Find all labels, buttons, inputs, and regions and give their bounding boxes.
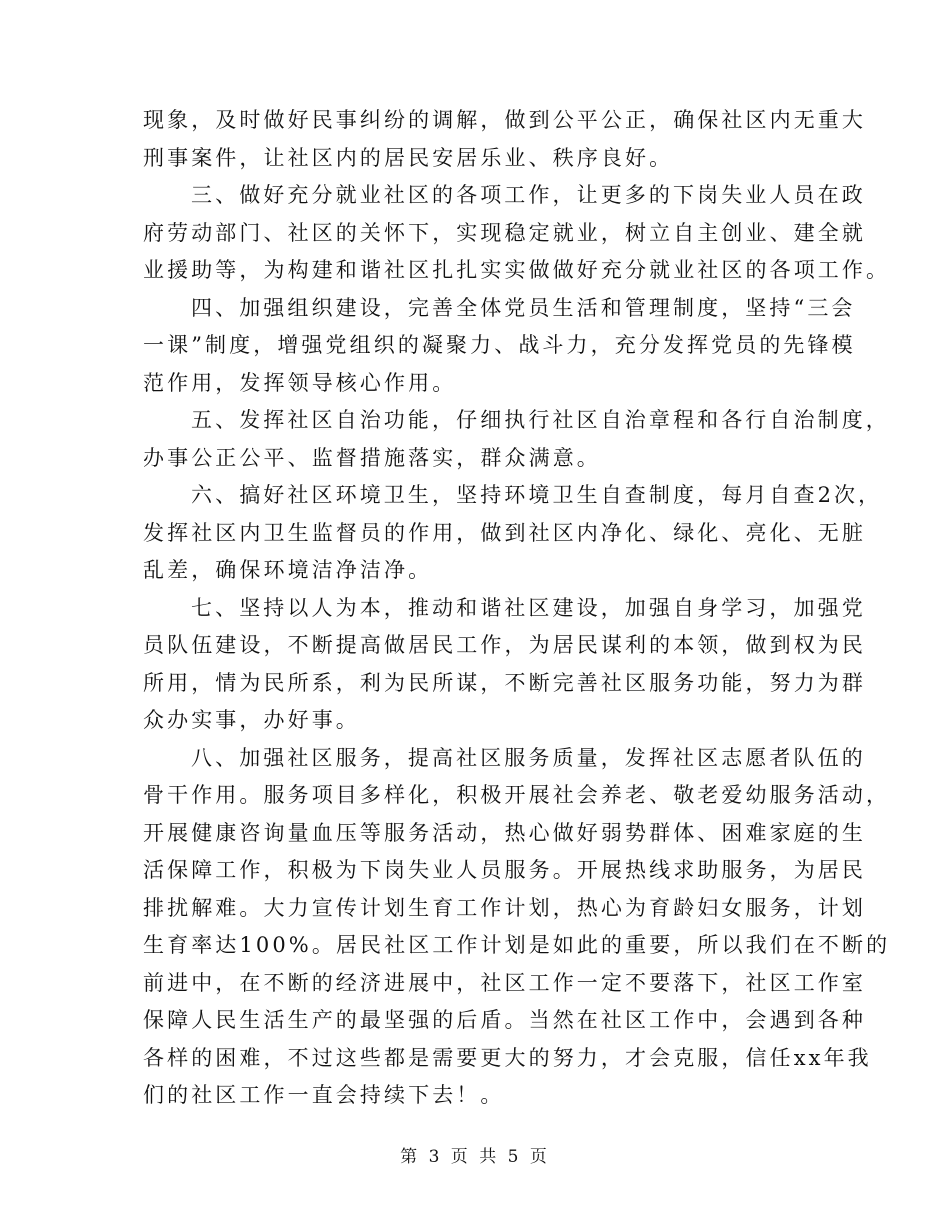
paragraph-start-line: 六、搞好社区环境卫生，坚持环境卫生自查制度，每月自查2次， — [191, 483, 883, 507]
paragraph-start-line: 五、发挥社区自治功能，仔细执行社区自治章程和各行自治制度， — [191, 408, 890, 432]
text-line: 府劳动部门、社区的关怀下，实现稳定就业，树立自主创业、建全就 — [143, 220, 866, 245]
text-line: 办事公正公平、监督措施落实，群众满意。 — [143, 445, 601, 470]
text-line: 前进中，在不断的经济进展中，社区工作一定不要落下，社区工作室 — [143, 970, 866, 995]
text-line: 保障人民生活生产的最坚强的后盾。当然在社区工作中，会遇到各种 — [143, 1008, 866, 1032]
text-line: 生育率达100%。居民社区工作计划是如此的重要，所以我们在不断的 — [143, 933, 891, 957]
text-line: 各样的困难，不过这些都是需要更大的努力，才会克服，信任xx年我 — [143, 1045, 872, 1070]
text-line: 刑事案件，让社区内的居民安居乐业、秩序良好。 — [143, 145, 674, 170]
text-line: 员队伍建设，不断提高做居民工作，为居民谋利的本领，做到权为民 — [143, 633, 866, 657]
text-line: 们的社区工作一直会持续下去！。 — [143, 1083, 505, 1107]
page-footer — [0, 1142, 950, 1167]
text-line: 业援助等，为构建和谐社区扎扎实实做做好充分就业社区的各项工作。 — [143, 258, 891, 282]
paragraph-start-line: 四、加强组织建设，完善全体党员生活和管理制度，坚持“三会 — [191, 295, 856, 320]
text-line: 众办实事，办好事。 — [143, 708, 360, 732]
paragraph-start-line: 三、做好充分就业社区的各项工作，让更多的下岗失业人员在政 — [191, 183, 866, 207]
text-line: 活保障工作，积极为下岗失业人员服务。开展热线求助服务，为居民 — [143, 858, 866, 882]
paragraph-start-line: 八、加强社区服务，提高社区服务质量，发挥社区志愿者队伍的 — [191, 745, 866, 770]
text-line: 一课”制度，增强党组织的凝聚力、战斗力，充分发挥党员的先锋模 — [143, 333, 856, 357]
page-number-label: 第 3 页 共 5 页 — [400, 1147, 550, 1167]
text-line: 现象，及时做好民事纠纷的调解，做到公平公正，确保社区内无重大 — [143, 108, 866, 132]
text-line: 乱差，确保环境洁净洁净。 — [143, 558, 433, 582]
text-line: 发挥社区内卫生监督员的作用，做到社区内净化、绿化、亮化、无脏 — [143, 520, 866, 545]
text-line: 所用，情为民所系，利为民所谋，不断完善社区服务功能，努力为群 — [143, 670, 866, 695]
paragraph-start-line: 七、坚持以人为本，推动和谐社区建设，加强自身学习，加强党 — [191, 595, 866, 620]
text-line: 排扰解难。大力宣传计划生育工作计划，热心为育龄妇女服务，计划 — [143, 895, 866, 920]
text-line: 范作用，发挥领导核心作用。 — [143, 370, 457, 395]
text-line: 开展健康咨询量血压等服务活动，热心做好弱势群体、困难家庭的生 — [143, 820, 866, 845]
text-line: 骨干作用。服务项目多样化，积极开展社会养老、敬老爱幼服务活动， — [143, 783, 891, 807]
body-text — [143, 102, 891, 1115]
